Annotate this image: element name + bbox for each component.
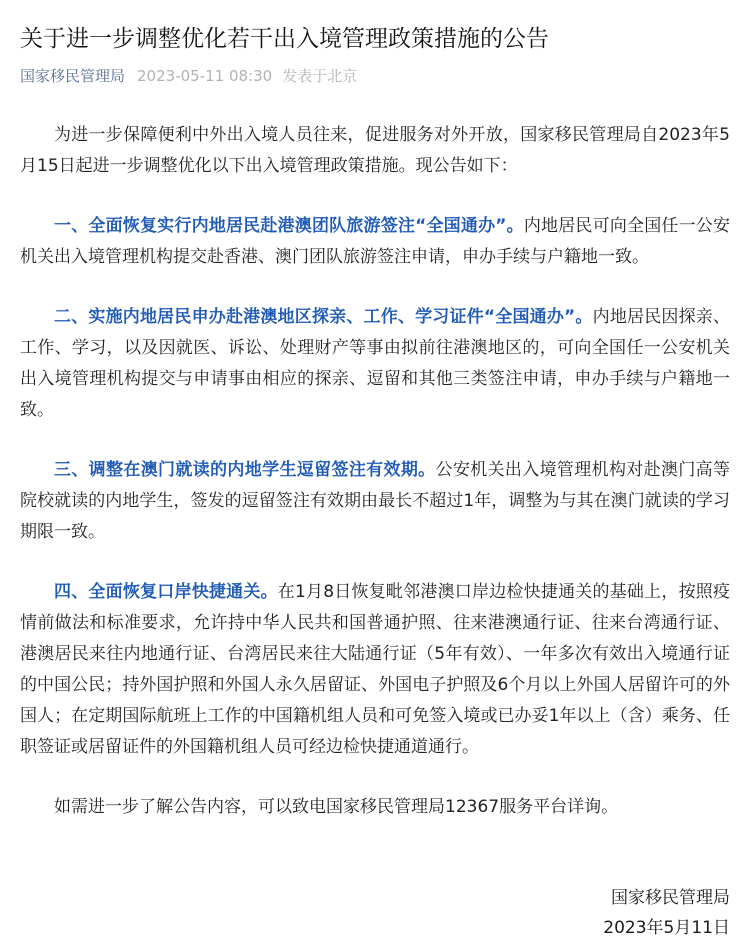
- policy-item-2: [20, 302, 730, 426]
- policy-item-4: [20, 577, 730, 763]
- intro-paragraph: 为进一步保障便利中外出入境人员往来，促进服务对外开放，国家移民管理局自2023年5月15日起进一步调整优化以下出入境管理政策措施。现公告如下：: [20, 125, 730, 176]
- policy-body: 在1月8日恢复毗邻港澳口岸边检快捷通关的基础上，按照疫情前做法和标准要求，允许持中华人民共和国普通护照、往来港澳通行证、往来台湾通行证、港澳居民来往内地通行证、台湾居民来往大陆通行证（5年有效）、一年多次有效出入境通行证的中国公民；持外国护照和外国人永久居留证、外国电子护照及6个月以上外国人居留许可的外国人；在定期国际航班上工作的中国籍机组人员和可免签入境或已办妥1年以上（含）乘务、任职签证或居留证件的外国籍机组人员可经边检快捷通道通行。: [20, 582, 731, 757]
- policy-body: 内地居民可向全国任一公安机关出入境管理机构提交赴香港、澳门团队旅游签注申请，申办手续与户籍地一致。: [20, 216, 730, 267]
- article-meta: [20, 66, 730, 86]
- policy-heading: 四、全面恢复口岸快捷通关。: [54, 582, 278, 602]
- closing-paragraph: 如需进一步了解公告内容，可以致电国家移民管理局12367服务平台详询。: [54, 797, 619, 817]
- policy-heading: 一、全面恢复实行内地居民赴港澳团队旅游签注“全国通办”。: [54, 216, 524, 236]
- signature-date: 2023年5月11日: [603, 918, 730, 938]
- policy-heading: 三、调整在澳门就读的内地学生逗留签注有效期。: [54, 460, 436, 480]
- policy-heading: 二、实施内地居民申办赴港澳地区探亲、工作、学习证件“全国通办”。: [54, 307, 593, 327]
- policy-body: 公安机关出入境管理机构对赴澳门高等院校就读的内地学生，签发的逗留签注有效期由最长不超过1年，调整为与其在澳门就读的学习期限一致。: [20, 460, 731, 542]
- signature-block: [20, 883, 730, 943]
- author-link[interactable]: 国家移民管理局: [20, 67, 126, 85]
- policy-body: 内地居民因探亲、工作、学习，以及因就医、诉讼、处理财产等事由拟前往港澳地区的，可向全国任一公安机关出入境管理机构提交与申请事由相应的探亲、逗留和其他三类签注申请，申办手续与户籍地一致。: [20, 307, 730, 420]
- policy-item-1: [20, 211, 730, 273]
- publish-time: 2023-05-11 08:30: [137, 67, 273, 85]
- publish-location: 发表于北京: [282, 67, 358, 85]
- policy-item-3: [20, 455, 730, 548]
- signature-org: 国家移民管理局: [611, 888, 730, 908]
- article-title: 关于进一步调整优化若干出入境管理政策措施的公告: [20, 26, 549, 52]
